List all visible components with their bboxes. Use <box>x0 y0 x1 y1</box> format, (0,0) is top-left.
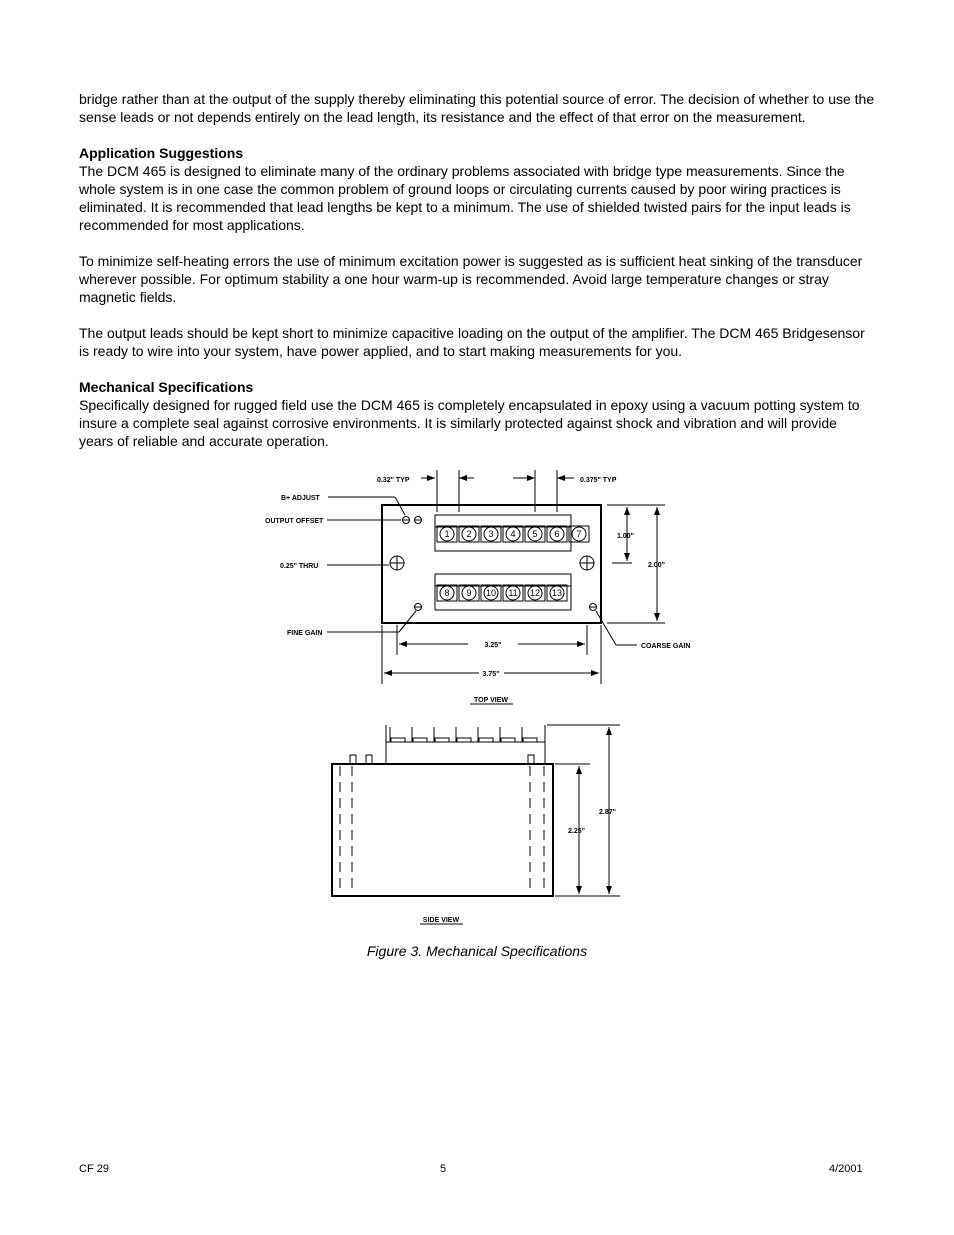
terminal-number-5: 5 <box>532 529 538 539</box>
top-view-drawing <box>327 470 665 704</box>
label-output-offset: OUTPUT OFFSET <box>265 518 324 525</box>
terminal-number-10: 10 <box>485 588 497 598</box>
heading-mechanical-specifications: Mechanical Specifications <box>79 379 254 395</box>
label-dim-0375: 0.375" TYP <box>580 477 617 484</box>
label-dim-100: 1.00" <box>617 533 634 540</box>
terminal-number-12: 12 <box>529 588 541 598</box>
terminal-number-3: 3 <box>488 529 494 539</box>
terminal-number-11: 11 <box>508 588 518 598</box>
terminal-number-2: 2 <box>466 529 472 539</box>
side-pin-cap-1 <box>391 738 405 742</box>
side-pin-cap-7 <box>523 738 537 742</box>
side-pin-cap-2 <box>413 738 427 742</box>
terminal-number-7: 7 <box>576 529 582 539</box>
label-dim-375: 3.75" <box>482 671 500 678</box>
label-dim-032: 0.32" TYP <box>377 477 410 484</box>
label-dim-287: 2.87" <box>599 809 616 816</box>
paragraph-intro: bridge rather than at the output of the supply thereby eliminating this potential source of error. The decision of whether to use the sense leads or not depends entirely on the lead length, its resistance and the effect of that error on the measurement. <box>79 91 875 125</box>
terminal-number-1: 1 <box>444 529 450 539</box>
footer-page-number: 5 <box>440 1163 447 1175</box>
label-coarse-gain: COARSE GAIN <box>641 643 691 650</box>
side-pin-cap-3 <box>435 738 449 742</box>
side-pin-cap-5 <box>479 738 493 742</box>
terminal-number-6: 6 <box>554 529 560 539</box>
paragraph-application-2: To minimize self-heating errors the use of minimum excitation power is suggested as is sufficient heat sinking of the transducer wherever possible. For optimum stability a one hour warm-up is recommended. Avoid large temperature changes or stray magnetic fields. <box>79 253 863 305</box>
side-pin-cap-4 <box>457 738 471 742</box>
footer-doc-id: CF 29 <box>79 1163 109 1175</box>
label-b-adjust: B+ ADJUST <box>281 495 320 502</box>
figure-caption: Figure 3. Mechanical Specifications <box>366 943 588 959</box>
side-view-case <box>332 764 553 896</box>
terminal-number-9: 9 <box>466 588 472 598</box>
paragraph-application-3: The output leads should be kept short to minimize capacitive loading on the output of the amplifier. The DCM 465 Bridgesensor is ready to wire into your system, have power applied, and to start making measurements for you. <box>79 325 865 359</box>
heading-application-suggestions: Application Suggestions <box>79 145 244 161</box>
side-pins <box>390 727 537 742</box>
label-top-view: TOP VIEW <box>474 697 508 704</box>
label-fine-gain: FINE GAIN <box>287 630 323 637</box>
label-side-view: SIDE VIEW <box>422 917 460 924</box>
terminal-number-4: 4 <box>510 529 516 539</box>
footer-date: 4/2001 <box>829 1163 863 1175</box>
side-pin-cap-6 <box>501 738 515 742</box>
label-dim-200: 2.00" <box>648 562 665 569</box>
side-view-drawing <box>332 725 620 924</box>
label-thru: 0.25" THRU <box>280 563 319 570</box>
terminal-number-13: 13 <box>551 588 563 598</box>
label-dim-225: 2.25" <box>568 828 585 835</box>
label-dim-325: 3.25" <box>484 642 502 649</box>
paragraph-application-1: The DCM 465 is designed to eliminate many of the ordinary problems associated with bridge type measurements. Since the whole system is in one case the common problem of ground loops or circulating currents caused by poor wiring practices is eliminated. It is recommended that lead lengths be kept to a minimum. The use of shielded twisted pairs for the input leads is recommended for most applications. <box>79 163 851 233</box>
paragraph-mechanical: Specifically designed for rugged field use the DCM 465 is completely encapsulated in epoxy using a vacuum potting system to insure a complete seal against corrosive environments. It is similarly protected against shock and vibration and will provide years of reliable and accurate operation. <box>79 397 860 449</box>
terminal-number-8: 8 <box>444 588 450 598</box>
